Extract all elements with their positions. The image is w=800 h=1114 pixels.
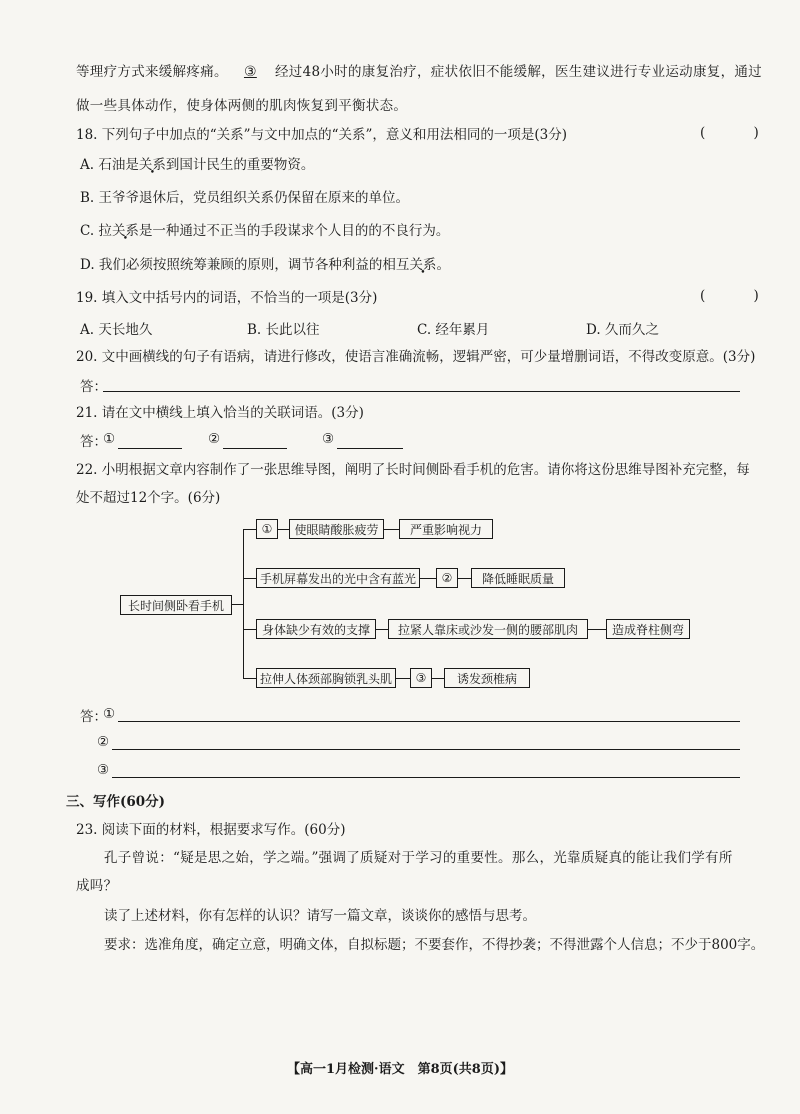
mind-map-b4-blank: ③	[410, 668, 432, 688]
mind-map-b1-blank: ①	[256, 519, 278, 539]
section-3-title: 三、写作(60分)	[66, 794, 166, 810]
q21-blank-1-mark: ①	[103, 431, 116, 447]
q22-stem-1: 22. 小明根据文章内容制作了一张思维导图，阐明了长时间侧卧看手机的危害。请你将这份思维导图补充完整，每	[76, 462, 750, 478]
intro-line-1	[76, 62, 762, 82]
q18-option-c	[80, 221, 449, 241]
q19-option-d: D. 久而久之	[586, 322, 659, 338]
mind-map-branch-1-connector	[243, 529, 256, 530]
mind-map-branch-4-connector	[243, 678, 256, 679]
q18-option-b: B. 王爷爷退休后，党员组织关系仍保留在原来的单位。	[80, 190, 410, 206]
intro-marker: ③	[243, 64, 257, 80]
q22-answer-3-line[interactable]	[112, 777, 740, 778]
q22-answer-1-mark: ①	[103, 706, 116, 722]
page-footer: 【高一1月检测·语文 第8页(共8页)】	[287, 1062, 513, 1077]
q19-option-b: B. 长此以往	[247, 322, 320, 338]
mind-map-b4-node-1: 拉伸人体颈部胸锁乳头肌	[256, 668, 396, 688]
mind-map-b2-link-2	[458, 578, 471, 579]
q18-option-d-post: 。	[436, 257, 450, 273]
q21-blank-2[interactable]	[223, 448, 287, 449]
q23-stem: 23. 阅读下面的材料，根据要求写作。(60分)	[76, 822, 346, 838]
q18-option-a-dotted: 关系	[138, 157, 166, 173]
intro-line-1b: 经过48小时的康复治疗，症状依旧不能缓解，医生建议进行专业运动康复，通过	[275, 64, 762, 80]
q18-option-a	[80, 155, 314, 175]
mind-map-branch-2-connector	[243, 578, 256, 579]
q21-blank-3[interactable]	[337, 448, 403, 449]
q18-option-d	[80, 255, 450, 275]
q19-stem: 19. 填入文中括号内的词语，不恰当的一项是(3分)	[76, 290, 378, 306]
q22-stem-2: 处不超过12个字。(6分)	[76, 490, 221, 506]
mind-map-b1-node-2: 使眼睛酸胀疲劳	[289, 519, 384, 539]
q19-option-a: A. 天长地久	[80, 322, 153, 338]
q23-material-1: 孔子曾说：“疑是思之始，学之端。”强调了质疑对于学习的重要性。那么，光靠质疑真的能让我们学有所	[104, 850, 733, 866]
q18-option-c-pre: C. 拉	[80, 223, 112, 239]
q18-answer-paren: ( )	[700, 125, 781, 141]
mind-map-b3-node-1: 身体缺少有效的支撑	[256, 619, 376, 639]
q18-option-a-pre: A. 石油是	[80, 157, 139, 173]
q23-requirements: 要求：选准角度，确定立意，明确文体，自拟标题；不要套作，不得抄袭；不得泄露个人信息；不少于800字。	[104, 937, 765, 953]
q21-answer-label: 答：	[80, 434, 107, 450]
mind-map-branch-3-connector	[243, 629, 256, 630]
q21-blank-2-mark: ②	[208, 431, 221, 447]
q22-answer-3-mark: ③	[97, 762, 110, 778]
q18-option-c-dotted: 关系	[111, 223, 139, 239]
mind-map-b3-node-3: 造成脊柱侧弯	[606, 619, 690, 639]
intro-line-1a: 等理疗方式来缓解疼痛。	[76, 64, 228, 80]
q23-material-2: 成吗？	[76, 878, 118, 894]
mind-map-b3-link-1	[376, 629, 388, 630]
q22-answer-1-line[interactable]	[118, 721, 740, 722]
q20-stem: 20. 文中画横线的句子有语病，请进行修改，使语言准确流畅，逻辑严密，可少量增删词语，不得改变原意。(3分)	[76, 349, 756, 365]
mind-map-b4-link-1	[396, 678, 410, 679]
mind-map-b4-link-2	[432, 678, 444, 679]
q22-answer-2-line[interactable]	[112, 749, 740, 750]
q18-option-d-dotted: 关系	[409, 257, 437, 273]
q22-answer-label: 答：	[80, 709, 107, 725]
mind-map-b3-link-2	[588, 629, 606, 630]
q18-stem: 18. 下列句子中加点的“关系”与文中加点的“关系”，意义和用法相同的一项是(3分)	[76, 127, 567, 143]
mind-map-b1-node-3: 严重影响视力	[399, 519, 493, 539]
mind-map-b2-node-1: 手机屏幕发出的光中含有蓝光	[256, 568, 420, 588]
q21-blank-3-mark: ③	[322, 431, 335, 447]
q19-option-c: C. 经年累月	[417, 322, 490, 338]
mind-map-b2-link-1	[420, 578, 436, 579]
q20-answer-line[interactable]	[103, 391, 740, 392]
mind-map-root: 长时间侧卧看手机	[120, 595, 232, 615]
mind-map-b1-link-2	[384, 529, 399, 530]
mind-map-b2-node-3: 降低睡眠质量	[471, 568, 565, 588]
mind-map-trunk	[243, 529, 244, 679]
q18-option-a-post: 到国计民生的重要物资。	[165, 157, 315, 173]
mind-map-b2-blank: ②	[436, 568, 458, 588]
q19-answer-paren: ( )	[700, 288, 781, 304]
q21-stem: 21. 请在文中横线上填入恰当的关联词语。(3分)	[76, 405, 364, 421]
intro-line-2: 做一些具体动作，使身体两侧的肌肉恢复到平衡状态。	[76, 98, 408, 114]
q20-answer-label: 答：	[80, 379, 107, 395]
q21-blank-1[interactable]	[118, 448, 182, 449]
mind-map-b4-node-3: 诱发颈椎病	[444, 668, 530, 688]
q23-prompt: 读了上述材料，你有怎样的认识？请写一篇文章，谈谈你的感悟与思考。	[104, 908, 536, 924]
q22-answer-2-mark: ②	[97, 734, 110, 750]
mind-map-b3-node-2: 拉紧人靠床或沙发一侧的腰部肌肉	[388, 619, 588, 639]
q18-option-d-pre: D. 我们必须按照统筹兼顾的原则，调节各种利益的相互	[80, 257, 410, 273]
q18-option-c-post: 是一种通过不正当的手段谋求个人目的的不良行为。	[138, 223, 450, 239]
mind-map-b1-link-1	[278, 529, 289, 530]
